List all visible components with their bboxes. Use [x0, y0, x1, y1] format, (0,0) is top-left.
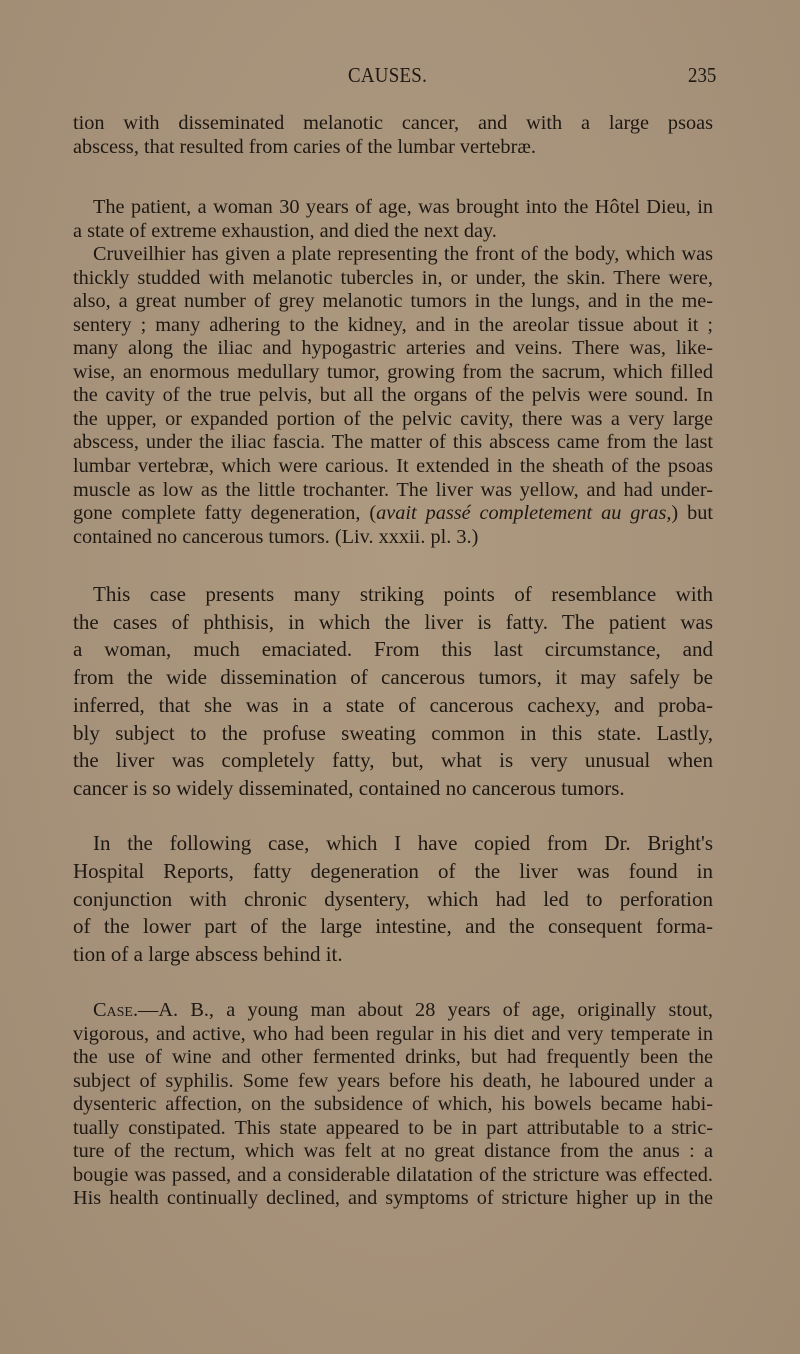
- text-line: ture of the rectum, which was felt at no great distance from the anus : a: [73, 1140, 713, 1162]
- text-segment: ) but: [671, 502, 713, 525]
- paragraph-bright-intro: [73, 830, 713, 969]
- text-line: inferred, that she was in a state of cancerous cachexy, and proba-: [73, 692, 713, 717]
- text-line: the use of wine and other fermented drinks, but had frequently been the: [73, 1046, 713, 1068]
- text-line: abscess, under the iliac fascia. The matter of this abscess came from the last: [73, 431, 713, 454]
- text-segment: gone complete fatty degeneration, (: [73, 502, 377, 525]
- text-line: the liver was completely fatty, but, what is very unusual when: [73, 748, 713, 773]
- text-line: His health continually declined, and symptoms of stricture higher up in the: [73, 1187, 713, 1209]
- case-label: Case.: [93, 999, 139, 1021]
- text-line: the cavity of the true pelvis, but all the organs of the pelvis were sound. In: [73, 384, 713, 407]
- text-line: contained no cancerous tumors. (Liv. xxxii. pl. 3.): [73, 525, 479, 548]
- text-line: tion of a large abscess behind it.: [73, 942, 343, 967]
- text-line: conjunction with chronic dysentery, which had led to perforation: [73, 886, 713, 911]
- text-line: many along the iliac and hypogastric arteries and veins. There was, like-: [73, 337, 713, 360]
- text-line: of the lower part of the large intestine, and the consequent forma-: [73, 914, 713, 939]
- text-line: bly subject to the profuse sweating common in this state. Lastly,: [73, 720, 713, 745]
- paragraph-continuation: [73, 112, 713, 159]
- text-line: abscess, that resulted from caries of the lumbar vertebræ.: [73, 135, 536, 158]
- text-segment: —A. B., a young man about 28 years of age, originally stout,: [138, 999, 713, 1021]
- text-line: a state of extreme exhaustion, and died the next day.: [73, 219, 497, 242]
- text-line: In the following case, which I have copied from Dr. Bright's: [93, 831, 713, 855]
- text-line: The patient, a woman 30 years of age, was brought into the Hôtel Dieu, in: [93, 196, 713, 218]
- running-head: [0, 63, 800, 91]
- running-head-title: CAUSES.: [348, 63, 428, 87]
- text-line: sentery ; many adhering to the kidney, and in the areolar tissue about it ;: [73, 313, 713, 336]
- text-line: also, a great number of grey melanotic tumors in the lungs, and in the me-: [73, 290, 713, 313]
- text-line: dysenteric affection, on the subsidence of which, his bowels became habi-: [73, 1093, 713, 1115]
- text-line: bougie was passed, and a considerable dilatation of the stricture was effected.: [73, 1163, 713, 1186]
- text-line-with-italic: [73, 502, 713, 526]
- text-line: vigorous, and active, who had been regular in his diet and very temperate in: [73, 1022, 713, 1045]
- text-line: subject of syphilis. Some few years before his death, he laboured under a: [73, 1069, 713, 1092]
- french-quote: avait passé completement au gras,: [376, 502, 672, 525]
- text-line: tually constipated. This state appeared to be in part attributable to a stric-: [73, 1116, 713, 1139]
- text-line: from the wide dissemination of cancerous tumors, it may safely be: [73, 665, 713, 690]
- text-line: Hospital Reports, fatty degeneration of the liver was found in: [73, 858, 713, 883]
- text-line: lumbar vertebræ, which were carious. It extended in the sheath of the psoas: [73, 455, 713, 478]
- text-line: cancer is so widely disseminated, contained no cancerous tumors.: [73, 775, 625, 800]
- text-line: a woman, much emaciated. From this last circumstance, and: [73, 637, 713, 662]
- paragraph-commentary: [73, 581, 713, 803]
- text-line-with-label: [73, 999, 713, 1023]
- text-line: This case presents many striking points of resemblance with: [93, 582, 713, 606]
- text-line: muscle as low as the little trochanter. The liver was yellow, and had under-: [73, 478, 713, 501]
- text-line: Cruveilhier has given a plate representing the front of the body, which was: [93, 243, 713, 266]
- text-line: thickly studded with melanotic tubercles in, or under, the skin. There were,: [73, 266, 713, 289]
- page-number: 235: [688, 63, 717, 87]
- text-line: wise, an enormous medullary tumor, growing from the sacrum, which filled: [73, 360, 713, 383]
- text-line: tion with disseminated melanotic cancer, and with a large psoas: [73, 112, 713, 134]
- paragraph-case-ab: [73, 999, 713, 1211]
- text-line: the cases of phthisis, in which the liver is fatty. The patient was: [73, 609, 713, 634]
- paragraph-cruveilhier-case: [73, 196, 713, 549]
- text-line: the upper, or expanded portion of the pelvic cavity, there was a very large: [73, 407, 713, 430]
